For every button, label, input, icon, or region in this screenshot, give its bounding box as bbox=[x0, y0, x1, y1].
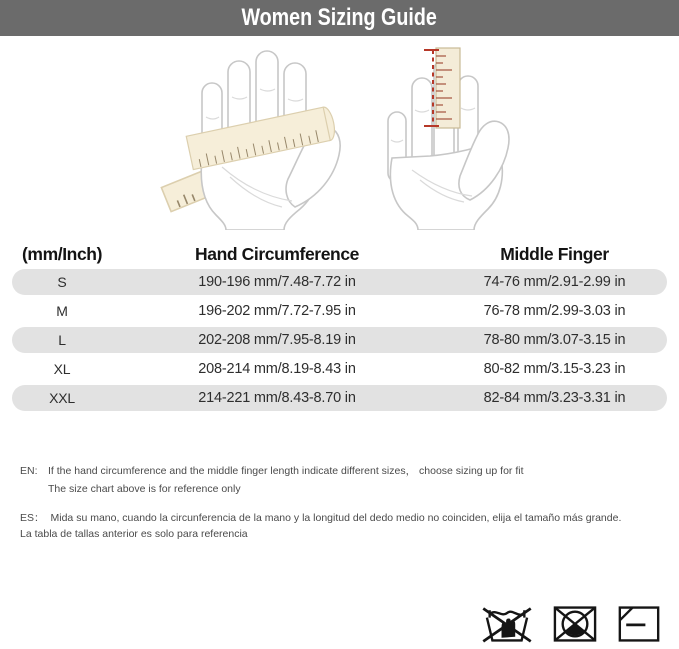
note-es-line2: La tabla de tallas anterior es solo para referencia bbox=[20, 528, 248, 540]
do-not-tumble-dry-icon bbox=[548, 603, 602, 645]
col-header-hand-circumference: Hand Circumference bbox=[195, 243, 359, 264]
note-en-line2: The size chart above is for reference only bbox=[48, 483, 241, 495]
do-not-wash-icon bbox=[478, 603, 536, 645]
col-header-middle-finger: Middle Finger bbox=[500, 243, 609, 264]
note-spanish bbox=[20, 510, 660, 542]
hand-circumference-cell: 190-196 mm/7.48-7.72 in bbox=[198, 274, 356, 290]
page-title: Women Sizing Guide bbox=[241, 4, 438, 31]
middle-finger-cell: 74-76 mm/2.91-2.99 in bbox=[483, 274, 626, 290]
middle-finger-cell: 76-78 mm/2.99-3.03 in bbox=[483, 303, 626, 319]
table-header-row bbox=[12, 240, 667, 268]
size-cell: XL bbox=[53, 361, 71, 377]
hand-circumference-cell: 214-221 mm/8.43-8.70 in bbox=[198, 390, 356, 406]
size-cell: M bbox=[56, 303, 68, 319]
hand-circumference-cell: 196-202 mm/7.72-7.95 in bbox=[198, 303, 356, 319]
size-cell: L bbox=[58, 332, 66, 348]
col-header-unit: (mm/Inch) bbox=[21, 243, 102, 264]
middle-finger-illustration bbox=[372, 40, 522, 230]
table-row bbox=[12, 385, 667, 411]
note-en-label: EN: bbox=[20, 465, 38, 477]
hand-circumference-cell: 208-214 mm/8.19-8.43 in bbox=[198, 361, 356, 377]
table-row bbox=[12, 269, 667, 295]
table-row bbox=[12, 298, 667, 324]
note-english bbox=[20, 462, 660, 498]
note-es-line1: Mida su mano, cuando la circunferencia de la mano y la longitud del dedo medio no coinciden, elija el tamaño más grande. bbox=[50, 512, 622, 524]
care-symbols bbox=[478, 603, 664, 645]
dry-flat-in-shade-icon bbox=[614, 603, 664, 645]
size-cell: S bbox=[57, 274, 67, 290]
middle-finger-cell: 82-84 mm/3.23-3.31 in bbox=[483, 390, 626, 406]
note-en-line1: If the hand circumference and the middle finger length indicate different sizes， choose sizing up for fit bbox=[48, 465, 524, 477]
middle-finger-cell: 78-80 mm/3.07-3.15 in bbox=[483, 332, 626, 348]
hand-circumference-cell: 202-208 mm/7.95-8.19 in bbox=[198, 332, 356, 348]
size-cell: XXL bbox=[49, 390, 75, 406]
header-bar bbox=[0, 0, 679, 36]
table-row bbox=[12, 356, 667, 382]
middle-finger-cell: 80-82 mm/3.15-3.23 in bbox=[483, 361, 626, 377]
size-table bbox=[12, 266, 667, 414]
hand-circumference-illustration bbox=[150, 45, 350, 230]
table-row bbox=[12, 327, 667, 353]
note-es-label: ES： bbox=[20, 512, 45, 524]
